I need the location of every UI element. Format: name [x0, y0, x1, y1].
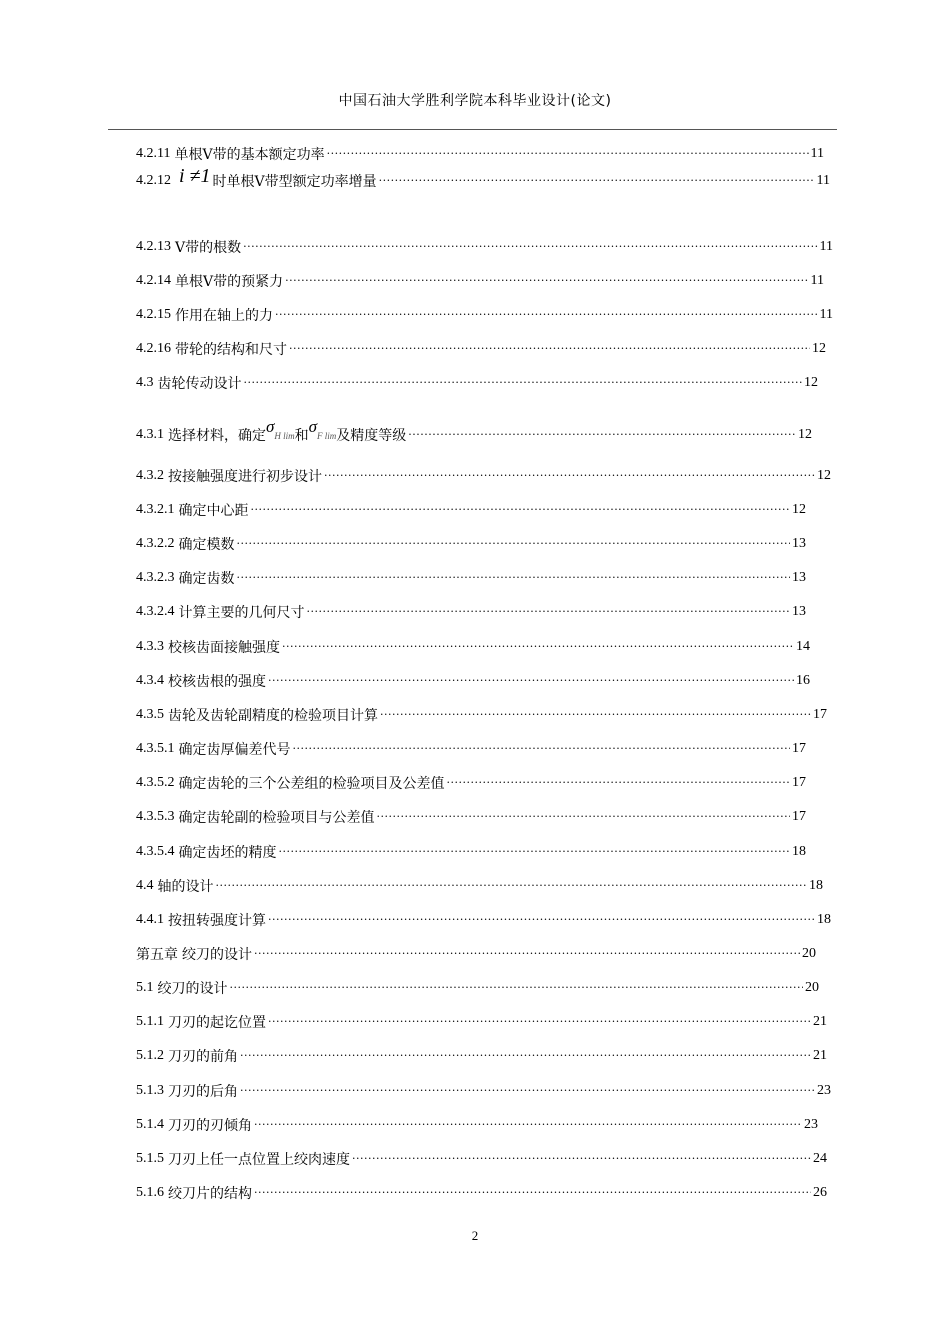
- toc-leader-dots: [230, 977, 804, 999]
- toc-leader-dots: [377, 806, 791, 828]
- toc-title: 校核齿根的强度: [168, 674, 266, 690]
- toc-title: 计算主要的几何尺寸: [178, 605, 305, 621]
- toc-title: 校核齿面接触强度: [168, 640, 280, 656]
- toc-title: 绞刀的设计: [182, 947, 252, 963]
- toc-number: 4.3.2.4: [136, 604, 175, 619]
- toc-number: 第五章: [136, 948, 178, 963]
- toc-number: 4.3: [136, 375, 154, 390]
- toc-leader-dots: [254, 1114, 802, 1136]
- toc-entry[interactable]: [136, 636, 810, 658]
- toc-number: 4.3.5.4: [136, 844, 175, 859]
- toc-page-number: 23: [817, 1083, 831, 1098]
- toc-leader-dots: [285, 270, 808, 292]
- toc-page-number: 11: [819, 239, 833, 254]
- toc-number: 4.2.14: [136, 273, 171, 288]
- toc-title: 选择材料，确定: [168, 428, 266, 444]
- toc-entry[interactable]: [136, 304, 833, 326]
- toc-number: 4.3.5.2: [136, 775, 175, 790]
- toc-leader-dots: [447, 772, 791, 794]
- toc-title: 按扭转强度计算: [168, 913, 266, 929]
- toc-entry[interactable]: [136, 977, 819, 999]
- toc-page-number: 11: [819, 307, 833, 322]
- toc-number: 4.3.2.2: [136, 536, 175, 551]
- toc-entry[interactable]: [136, 1011, 827, 1033]
- toc-entry[interactable]: [136, 338, 826, 360]
- toc-page-number: 11: [810, 146, 824, 161]
- toc-number: 5.1.1: [136, 1014, 164, 1029]
- toc-title: 时单根V带型额定功率增量: [212, 174, 377, 190]
- toc-title: 刀刃的前角: [168, 1049, 238, 1065]
- toc-page-number: 14: [796, 639, 810, 654]
- toc-entry[interactable]: [136, 943, 816, 965]
- sigma-h-subscript: H lim: [274, 431, 295, 441]
- toc-number: 5.1.3: [136, 1083, 164, 1098]
- toc-number: 4.2.16: [136, 341, 171, 356]
- toc-entry[interactable]: [136, 909, 831, 931]
- toc-entry[interactable]: [136, 601, 806, 623]
- sigma-f-subscript: F lim: [317, 431, 337, 441]
- toc-title: 确定齿厚偏差代号: [178, 742, 291, 758]
- toc-entry[interactable]: [136, 499, 806, 521]
- toc-title: 按接触强度进行初步设计: [168, 469, 322, 485]
- toc-entry[interactable]: [136, 567, 806, 589]
- toc-leader-dots: [282, 636, 794, 658]
- toc-entry[interactable]: [136, 841, 806, 863]
- toc-number: 5.1: [136, 980, 154, 995]
- toc-entry[interactable]: [136, 1080, 831, 1102]
- toc-leader-dots: [268, 909, 815, 931]
- toc-page-number: 23: [804, 1117, 818, 1132]
- toc-entry[interactable]: [136, 1114, 818, 1136]
- toc-leader-dots: [324, 465, 815, 487]
- toc-title: 带轮的结构和尺寸: [175, 342, 287, 358]
- toc-leader-dots: [279, 841, 791, 863]
- toc-page-number: 21: [813, 1048, 827, 1063]
- toc-title: 单根V带的基本额定功率: [174, 147, 325, 163]
- toc-entry[interactable]: [136, 533, 806, 555]
- toc-page-number: 11: [810, 273, 824, 288]
- toc-leader-dots: [275, 304, 818, 326]
- toc-title: 刀刃的后角: [168, 1084, 238, 1100]
- toc-leader-dots: [380, 704, 811, 726]
- math-i-neq-1: [179, 167, 211, 193]
- toc-number: 4.3.5: [136, 707, 164, 722]
- toc-title: 齿轮传动设计: [157, 376, 242, 392]
- toc-title: 刀刃上任一点位置上绞肉速度: [168, 1152, 350, 1168]
- toc-page-number: 18: [817, 912, 831, 927]
- toc-entry[interactable]: [136, 422, 812, 448]
- toc-number: 4.4: [136, 878, 154, 893]
- toc-entry[interactable]: [136, 738, 806, 760]
- toc-title: 确定齿轮副的检验项目与公差值: [178, 810, 375, 826]
- toc-number: 4.3.5.1: [136, 741, 175, 756]
- toc-number: 4.2.13: [136, 239, 171, 254]
- toc-entry[interactable]: [136, 806, 806, 828]
- toc-title-after: 及精度等级: [336, 428, 407, 444]
- toc-leader-dots: [244, 372, 803, 394]
- toc-leader-dots: [251, 499, 791, 521]
- toc-leader-dots: [307, 601, 791, 623]
- toc-leader-dots: [254, 943, 800, 965]
- toc-page-number: 17: [792, 741, 806, 756]
- toc-page-number: 17: [813, 707, 827, 722]
- toc-leader-dots: [268, 670, 794, 692]
- toc-title: 确定齿数: [178, 571, 235, 587]
- sigma-f-lim-symbol: σF lim: [308, 422, 337, 441]
- page-header: 中国石油大学胜利学院本科毕业设计(论文): [338, 93, 612, 109]
- toc-page-number: 12: [792, 502, 806, 517]
- toc-entry[interactable]: [136, 1045, 827, 1067]
- toc-title: 齿轮及齿轮副精度的检验项目计算: [168, 708, 378, 724]
- toc-title: 确定模数: [178, 537, 235, 553]
- toc-number: 4.2.11: [136, 146, 171, 161]
- toc-page-number: 16: [796, 673, 810, 688]
- toc-title: 绞刀的设计: [157, 981, 228, 997]
- toc-page-number: 26: [813, 1185, 827, 1200]
- toc-number: 4.3.2.1: [136, 502, 175, 517]
- toc-number: 4.3.2.3: [136, 570, 175, 585]
- toc-title: 作用在轴上的力: [175, 308, 273, 324]
- toc-leader-dots: [408, 424, 796, 446]
- toc-entry[interactable]: [136, 270, 824, 292]
- toc-number: 4.3.1: [136, 427, 164, 442]
- toc-page-number: 13: [792, 604, 806, 619]
- toc-title: 确定中心距: [178, 503, 249, 519]
- toc-entry[interactable]: [136, 372, 818, 394]
- sigma-h-lim-symbol: σH lim: [266, 422, 295, 441]
- toc-entry[interactable]: [136, 143, 824, 165]
- toc-leader-dots: [289, 338, 810, 360]
- toc-title: V带的根数: [175, 240, 242, 256]
- toc-entry[interactable]: [136, 465, 831, 487]
- toc-entry[interactable]: [136, 167, 830, 195]
- toc-number: 4.3.4: [136, 673, 164, 688]
- toc-page-number: 24: [813, 1151, 827, 1166]
- toc-number: 5.1.5: [136, 1151, 164, 1166]
- toc-number: 4.4.1: [136, 912, 164, 927]
- toc-number: 4.2.15: [136, 307, 171, 322]
- toc-number: 5.1.4: [136, 1117, 164, 1132]
- toc-leader-dots: [237, 567, 791, 589]
- toc-page-number: 12: [812, 341, 826, 356]
- toc-page-number: 17: [792, 809, 806, 824]
- toc-leader-dots: [254, 1182, 811, 1204]
- toc-page-number: 13: [792, 570, 806, 585]
- toc-number: 5.1.6: [136, 1185, 164, 1200]
- toc-entry[interactable]: [136, 1148, 827, 1170]
- toc-page-number: 18: [792, 844, 806, 859]
- toc-title: 刀刃的起讫位置: [168, 1015, 266, 1031]
- toc-title: 单根V带的预紧力: [175, 274, 284, 290]
- toc-entry[interactable]: [136, 1182, 827, 1204]
- toc-page-number: 20: [802, 946, 816, 961]
- toc-entry[interactable]: [136, 236, 833, 258]
- toc-leader-dots: [327, 143, 809, 165]
- toc-title: 刀刃的刃倾角: [168, 1118, 252, 1134]
- toc-entry[interactable]: [136, 704, 827, 726]
- toc-entry[interactable]: [136, 670, 810, 692]
- toc-leader-dots: [379, 170, 815, 192]
- toc-page-number: 11: [816, 173, 830, 188]
- toc-page-number: 12: [804, 375, 818, 390]
- toc-number: 4.3.3: [136, 639, 164, 654]
- toc-page-number: 20: [805, 980, 819, 995]
- toc-leader-dots: [237, 533, 791, 555]
- toc-leader-dots: [216, 875, 808, 897]
- toc-leader-dots: [268, 1011, 811, 1033]
- toc-entry[interactable]: [136, 772, 806, 794]
- toc-title: 轴的设计: [157, 879, 214, 895]
- toc-page-number: 12: [798, 427, 812, 442]
- toc-number: 4.2.12: [136, 173, 171, 188]
- toc-number: 4.3.5.3: [136, 809, 175, 824]
- toc-title: 绞刀片的结构: [168, 1186, 252, 1202]
- toc-leader-dots: [240, 1080, 815, 1102]
- toc-page-number: 13: [792, 536, 806, 551]
- toc-page-number: 17: [792, 775, 806, 790]
- math-text: i ≠1: [179, 167, 211, 187]
- toc-title: 确定齿轮的三个公差组的检验项目及公差值: [178, 776, 445, 792]
- toc-page-number: 12: [817, 468, 831, 483]
- toc-number: 5.1.2: [136, 1048, 164, 1063]
- page-number: 2: [471, 1228, 479, 1243]
- toc-leader-dots: [243, 236, 817, 258]
- toc-title: 确定齿坯的精度: [178, 845, 277, 861]
- toc-entry[interactable]: [136, 875, 823, 897]
- toc-leader-dots: [293, 738, 791, 760]
- toc-leader-dots: [352, 1148, 811, 1170]
- toc-leader-dots: [240, 1045, 811, 1067]
- toc-connector: 和: [294, 428, 309, 444]
- toc-number: 4.3.2: [136, 468, 164, 483]
- toc-page-number: 18: [809, 878, 823, 893]
- toc-page-number: 21: [813, 1014, 827, 1029]
